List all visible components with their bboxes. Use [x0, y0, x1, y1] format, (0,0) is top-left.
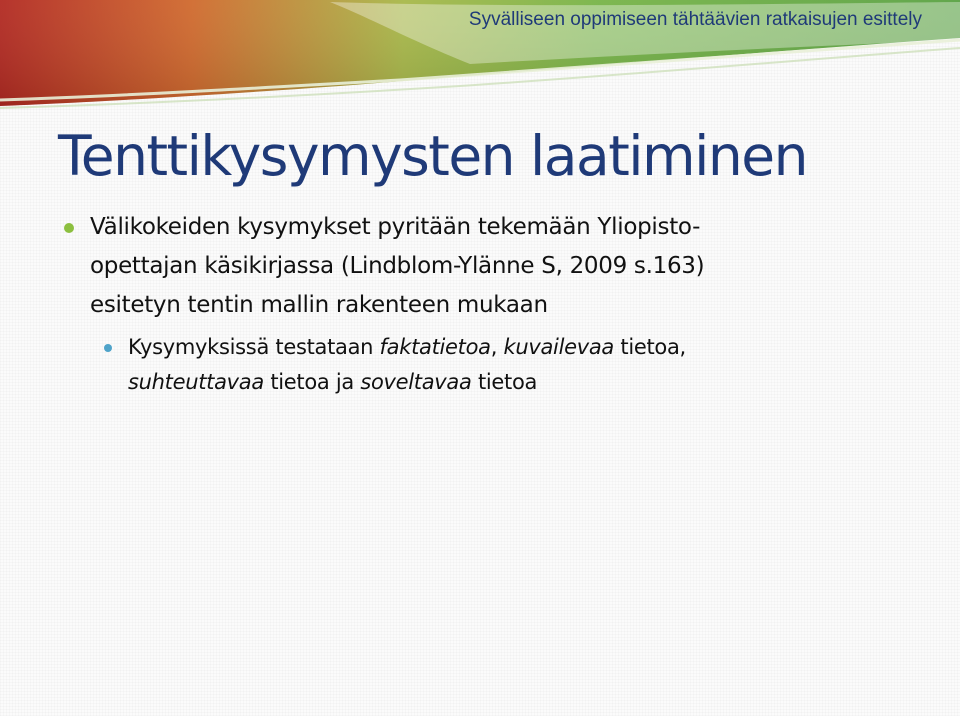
bullet-line: Välikokeiden kysymykset pyritään tekemään Yliopisto- [90, 214, 701, 240]
sub-bullet-emphasis: faktatietoa [379, 335, 491, 359]
header-subtitle: Syvälliseen oppimiseen tähtäävien ratkaisujen esittely [468, 9, 922, 30]
sub-bullet-line [128, 365, 924, 400]
slide-title: Tenttikysymysten laatiminen [58, 124, 807, 188]
sub-bullet-emphasis: kuvailevaa [503, 335, 615, 359]
sub-bullet-emphasis: soveltavaa [360, 370, 472, 394]
bullet-item [64, 208, 924, 325]
sub-bullet-item [104, 330, 924, 400]
sub-bullet-line [128, 330, 924, 365]
sub-bullet-text: tietoa [471, 370, 538, 394]
slide-content [64, 208, 924, 400]
sub-bullet-text: tietoa, [614, 335, 686, 359]
bullet-line: opettajan käsikirjassa (Lindblom-Ylänne S, 2009 s.163) [90, 253, 705, 279]
bullet-line: esitetyn tentin mallin rakenteen mukaan [90, 292, 548, 318]
sub-bullet-text: Kysymyksissä testataan [128, 335, 380, 359]
sub-bullet-emphasis: suhteuttavaa [128, 370, 264, 394]
sub-bullet-text: tietoa ja [263, 370, 361, 394]
sub-bullet-text: , [490, 335, 504, 359]
